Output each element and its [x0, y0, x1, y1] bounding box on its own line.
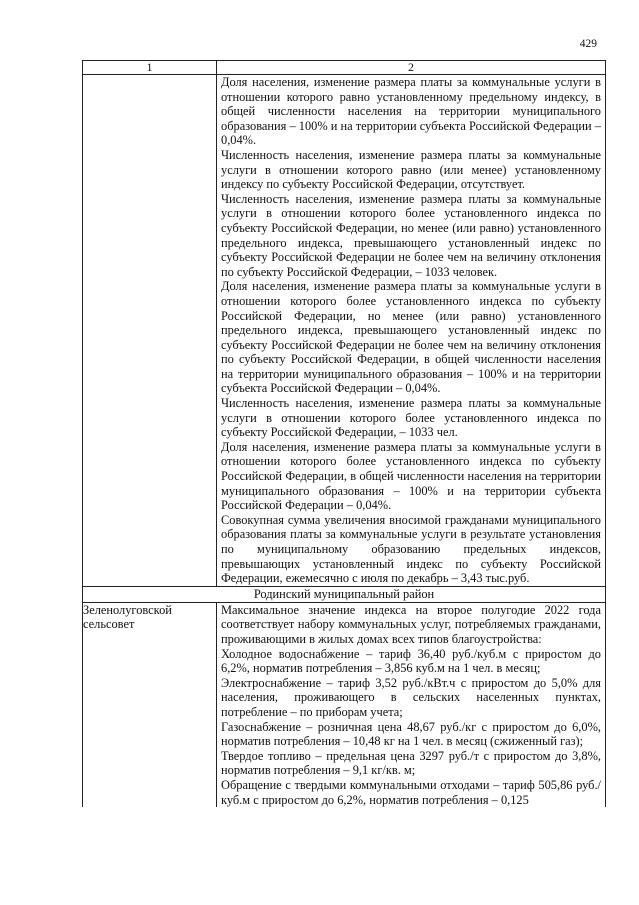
paragraph: Доля населения, изменение размера платы за коммунальные услуги в отношении которого более установленного индекса по субъекту Российской Федерации, но менее (или равно) установленного предельного индекса, превышающего установленный индекс по субъекту Российской Федерации не более чем на величину отклонения по субъекту Российской Федерации, в общей численности населения на территории муниципального образования – 100% и на территории субъекта Российской Федерации – 0,04%.: [221, 279, 601, 396]
row-content-cell: [217, 75, 606, 587]
row-label-cell: [83, 75, 217, 587]
paragraph: Доля населения, изменение размера платы за коммунальные услуги в отношении которого равно установленному предельному индексу, в общей численности населения на территории муниципального образования – 100% и на территории субъекта Российской Федерации – 0,04%.: [221, 75, 601, 148]
header-col-1: 1: [83, 61, 217, 75]
table-row: [83, 602, 606, 807]
paragraph: Численность населения, изменение размера платы за коммунальные услуги в отношении которого более установленного индекса по субъекту Российской Федерации, но менее (или равно) установленного предельного индекса, превышающего установленный индекс по субъекту Российской Федерации не более чем на величину отклонения по субъекту Российской Федерации, – 1033 человек.: [221, 191, 601, 279]
paragraph: Обращение с твердыми коммунальными отходами – тариф 505,86 руб./куб.м с приростом до 6,2%, норматив потребления – 0,125: [221, 777, 601, 807]
paragraph: Холодное водоснабжение – тариф 36,40 руб./куб.м с приростом до 6,2%, норматив потребления – 3,856 куб.м на 1 чел. в месяц;: [221, 646, 601, 676]
paragraph: Совокупная сумма увеличения вносимой гражданами муниципального образования платы за коммунальные услуги в результате установления по муниципальному образованию предельных индексов, превышающих установленный индекс по субъекту Российской Федерации, ежемесячно с июля по декабрь – 3,43 тыс.руб.: [221, 512, 601, 586]
paragraph: Доля населения, изменение размера платы за коммунальные услуги в отношении которого более установленного индекса по субъекту Российской Федерации, в общей численности населения на территории муниципального образования – 100% и на территории субъекта Российской Федерации – 0,04%.: [221, 439, 601, 513]
settlement-content-cell: [217, 602, 606, 807]
section-row: [83, 586, 606, 602]
paragraph: Численность населения, изменение размера платы за коммунальные услуги в отношении которого равно (или менее) установленному индексу по субъекту Российской Федерации, отсутствует.: [221, 147, 601, 192]
table-row: [83, 75, 606, 587]
section-title: Родинский муниципальный район: [83, 586, 606, 602]
data-table: [82, 60, 606, 807]
page-number: 429: [579, 38, 597, 50]
header-col-2: 2: [217, 61, 606, 75]
paragraph: Электроснабжение – тариф 3,52 руб./кВт.ч с приростом до 5,0% для населения, проживающего в сельских населенных пунктах, потребление – по приборам учета;: [221, 675, 601, 719]
paragraph: Газоснабжение – розничная цена 48,67 руб./кг с приростом до 6,0%, норматив потребления – 10,48 кг на 1 чел. в месяц (сжиженный газ);: [221, 719, 601, 749]
paragraph: Твердое топливо – предельная цена 3297 руб./т с приростом до 3,8%, норматив потребления – 9,1 кг/кв. м;: [221, 748, 601, 778]
paragraph: Максимальное значение индекса на второе полугодие 2022 года соответствует набору коммунальных услуг, потребляемых гражданами, проживающими в жилых домах всех типов благоустройства:: [221, 602, 601, 646]
table-header-row: [83, 61, 606, 75]
paragraph: Численность населения, изменение размера платы за коммунальные услуги в отношении которого более установленного индекса по субъекту Российской Федерации, – 1033 чел.: [221, 396, 601, 440]
settlement-name: Зеленолуговской сельсовет: [83, 602, 217, 807]
